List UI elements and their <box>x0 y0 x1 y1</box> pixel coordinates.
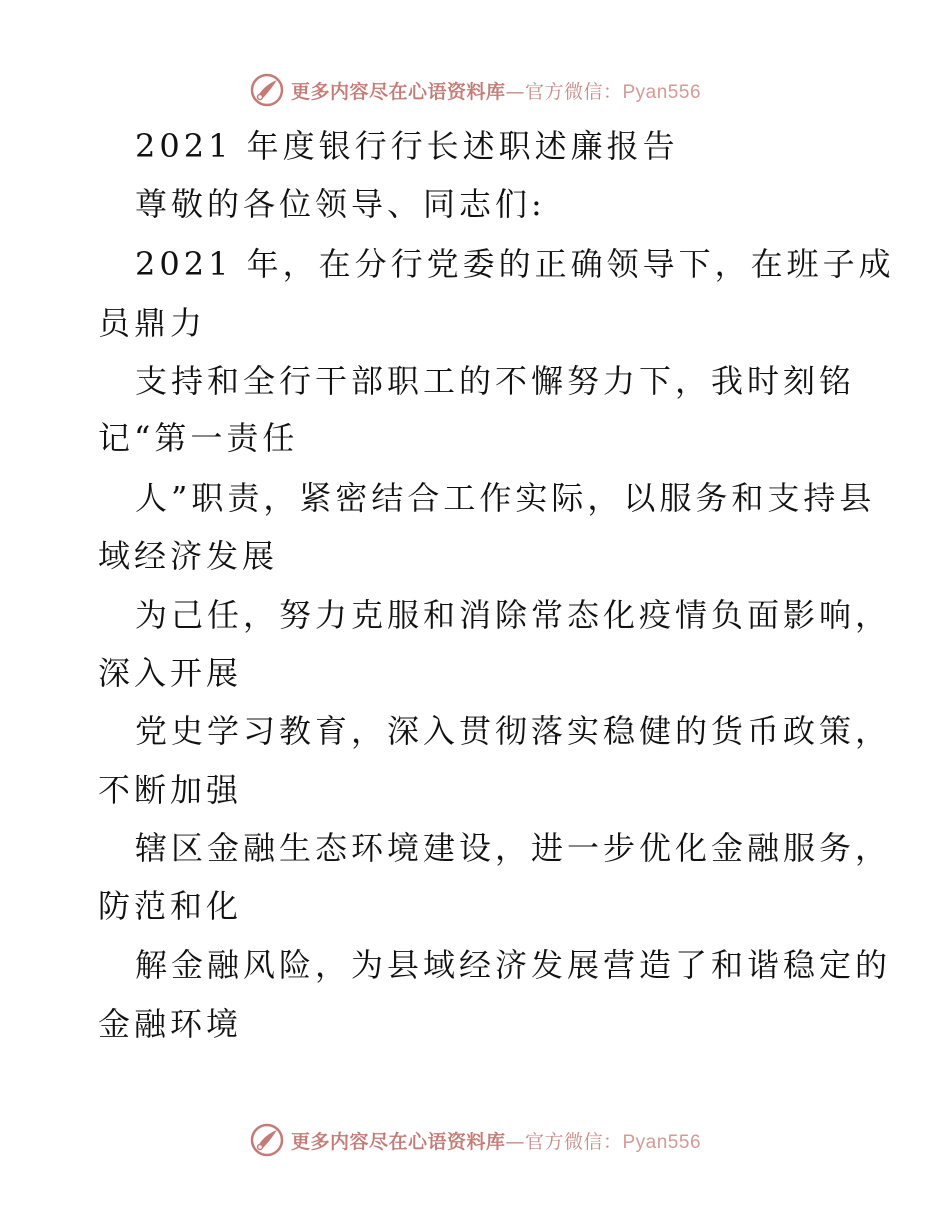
banner-wechat-label: 官方微信： <box>524 1130 623 1153</box>
paragraph-line: 记“第一责任 <box>98 419 299 457</box>
paragraph-line: 支持和全行干部职工的不懈努力下，我时刻铭 <box>135 362 856 400</box>
footer-banner-text <box>291 1127 701 1154</box>
footer-banner-content <box>249 1122 701 1158</box>
paragraph-line: 防范和化 <box>98 887 243 925</box>
paragraph-line: 人”职责，紧密结合工作实际，以服务和支持县 <box>135 479 876 517</box>
paragraph-line: 域经济发展 <box>98 537 279 575</box>
paragraph-line: 解金融风险，为县域经济发展营造了和谐稳定的 <box>135 946 892 984</box>
document-title: 2021 年度银行行长述职述廉报告 <box>135 127 679 165</box>
paragraph-line: 2021 年，在分行党委的正确领导下，在班子成 <box>135 245 895 283</box>
footer-banner <box>0 1120 950 1160</box>
banner-wechat-id: Pyan556 <box>622 1131 702 1153</box>
banner-separator: — <box>505 80 525 103</box>
header-banner-text <box>291 77 701 104</box>
pen-nib-seal-icon <box>249 1122 285 1158</box>
banner-brand: 更多内容尽在心语资料库 <box>290 1130 506 1153</box>
header-banner <box>0 70 950 110</box>
banner-wechat-label: 官方微信： <box>524 80 623 103</box>
paragraph-line: 党史学习教育，深入贯彻落实稳健的货币政策， <box>135 712 892 750</box>
paragraph-line: 深入开展 <box>98 654 243 692</box>
banner-separator: — <box>505 1130 525 1153</box>
document-salutation: 尊敬的各位领导、同志们: <box>135 185 546 223</box>
banner-brand: 更多内容尽在心语资料库 <box>290 80 506 103</box>
banner-wechat-id: Pyan556 <box>622 81 702 103</box>
paragraph-line: 辖区金融生态环境建设，进一步优化金融服务， <box>135 829 892 867</box>
paragraph-line: 不断加强 <box>98 771 243 809</box>
paragraph-line: 员鼎力 <box>98 304 207 342</box>
paragraph-line: 为己任，努力克服和消除常态化疫情负面影响， <box>135 596 892 634</box>
header-banner-content <box>249 72 701 108</box>
paragraph-line: 金融环境 <box>98 1005 243 1043</box>
pen-nib-seal-icon <box>249 72 285 108</box>
